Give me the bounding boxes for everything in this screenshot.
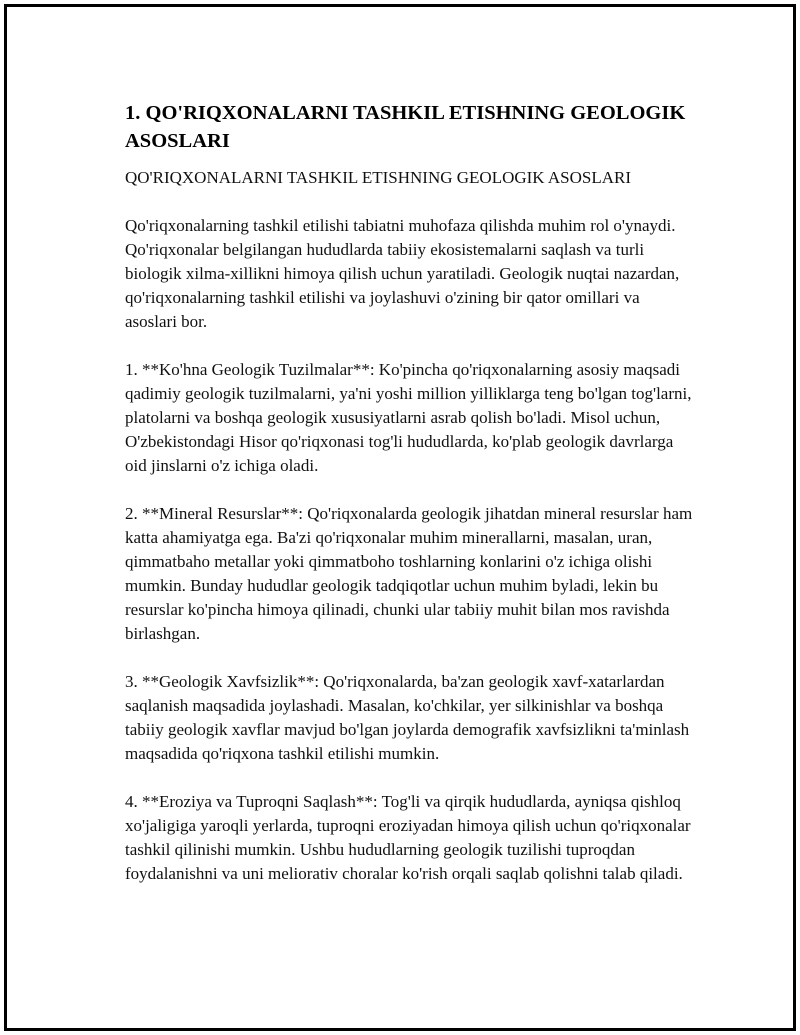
document-title: 1. QO'RIQXONALARNI TASHKIL ETISHNING GEOLOGIK ASOSLARI: [125, 102, 686, 152]
document-subtitle: QO'RIQXONALARNI TASHKIL ETISHNING GEOLOGIK ASOSLARI: [125, 168, 632, 187]
paragraph-geological-structures: 1. **Ko'hna Geologik Tuzilmalar**: Ko'pincha qo'riqxonalarning asosiy maqsadi qadimiy geologik tuzilmalarni, ya'ni yoshi million yilliklarga teng bo'lgan tog'larni, platolarni va boshqa geologik xususiyatlarni asrab qolish bo'ladi. Misol uchun, O'zbekistondagi Hisor qo'riqxonasi tog'li hududlarda, ko'plab geologik davrlarga oid jinslarni o'z ichiga oladi.: [125, 360, 692, 475]
page-frame: [4, 4, 796, 1031]
document-body: [125, 99, 695, 886]
paragraph-erosion-soil: 4. **Eroziya va Tuproqni Saqlash**: Tog'li va qirqik hududlarda, ayniqsa qishloq xo'jaligiga yaroqli yerlarda, tuproqni eroziyadan himoya qilish uchun qo'riqxonalar tashkil qilinishi mumkin. Ushbu hududlarning geologik tuzilishi tuproqdan foydalanishni va uni meliorativ choralar ko'rish orqali saqlab qolishni talab qiladi.: [125, 792, 691, 883]
paragraph-geological-safety: 3. **Geologik Xavfsizlik**: Qo'riqxonalarda, ba'zan geologik xavf-xatarlardan saqlanish maqsadida joylashadi. Masalan, ko'chkilar, yer silkinishlar va boshqa tabiiy geologik xavflar mavjud bo'lgan joylarda demografik xavfsizlikni ta'minlash maqsadida qo'riqxona tashkil etilishi mumkin.: [125, 672, 690, 763]
paragraph-mineral-resources: 2. **Mineral Resurslar**: Qo'riqxonalarda geologik jihatdan mineral resurslar ham katta ahamiyatga ega. Ba'zi qo'riqxonalar muhim minerallarni, masalan, uran, qimmatbaho metallar yoki qimmatboho toshlarning konlarini o'z ichiga olishi mumkin. Bunday hududlar geologik tadqiqotlar uchun muhim byladi, lekin bu resurslar ko'pincha himoya qilinadi, chunki ular tabiiy muhit bilan mos ravishda birlashgan.: [125, 504, 693, 643]
paragraph-intro: Qo'riqxonalarning tashkil etilishi tabiatni muhofaza qilishda muhim rol o'ynaydi. Qo'riqxonalar belgilangan hududlarda tabiiy ekosistemalarni saqlash va turli biologik xilma-xillikni himoya qilish uchun yaratiladi. Geologik nuqtai nazardan, qo'riqxonalarning tashkil etilishi va joylashuvi o'zining bir qator omillari va asoslari bor.: [125, 216, 680, 331]
